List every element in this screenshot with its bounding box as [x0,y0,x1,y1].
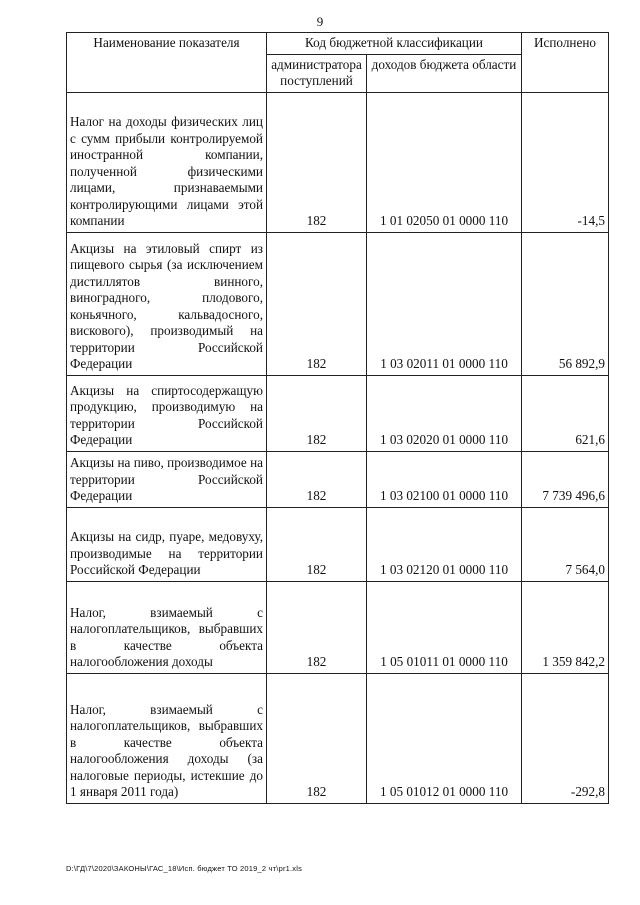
row-admin-code: 182 [267,581,367,673]
row-amount: -292,8 [522,673,609,803]
header-revenue: доходов бюджета области [367,54,522,92]
table-row [67,507,609,581]
header-name: Наименование показателя [67,33,267,93]
row-budget-code: 1 03 02020 01 0000 110 [367,375,522,451]
header-admin: администратора поступлений [267,54,367,92]
row-admin-code: 182 [267,232,367,375]
row-budget-code: 1 05 01012 01 0000 110 [367,673,522,803]
row-amount: 7 739 496,6 [522,451,609,507]
row-budget-code: 1 03 02100 01 0000 110 [367,451,522,507]
row-admin-code: 182 [267,92,367,232]
row-budget-code: 1 01 02050 01 0000 110 [367,92,522,232]
row-amount: 1 359 842,2 [522,581,609,673]
row-admin-code: 182 [267,375,367,451]
table-row [67,92,609,232]
file-path-footer: D:\ГД\7\2020\ЗАКОНЫ\ГАС_18\Исп. бюджет ТО 2019_2 чт\pr1.xls [66,864,303,873]
row-name: Налог, взимаемый с налогоплательщиков, выбравших в качестве объекта налогообложения доходы [67,581,267,673]
row-amount: 7 564,0 [522,507,609,581]
row-name: Акцизы на этиловый спирт из пищевого сырья (за исключением дистиллятов винного, виноградного, плодового, коньячного, кальвадосного, вискового), производимый на территории Российской Федерации [67,232,267,375]
table-row [67,375,609,451]
table-row [67,232,609,375]
header-code-group: Код бюджетной классификации [267,33,522,55]
row-admin-code: 182 [267,507,367,581]
table-row [67,451,609,507]
table-row [67,581,609,673]
row-name: Налог на доходы физических лиц с сумм прибыли контролируемой иностранной компании, полученной физическими лицами, признаваемыми контролирующими лицами этой компании [67,92,267,232]
page-number: 9 [316,14,324,29]
table-row [67,673,609,803]
row-name: Акцизы на пиво, производимое на территории Российской Федерации [67,451,267,507]
row-amount: 621,6 [522,375,609,451]
row-budget-code: 1 05 01011 01 0000 110 [367,581,522,673]
budget-table [66,32,609,804]
row-admin-code: 182 [267,673,367,803]
header-row-top [67,33,609,55]
row-name: Акцизы на спиртосодержащую продукцию, производимую на территории Российской Федерации [67,375,267,451]
row-name: Налог, взимаемый с налогоплательщиков, выбравших в качестве объекта налогообложения доходы (за налоговые периоды, истекшие до 1 января 2011 года) [67,673,267,803]
row-name: Акцизы на сидр, пуаре, медовуху, производимые на территории Российской Федерации [67,507,267,581]
row-amount: 56 892,9 [522,232,609,375]
row-amount: -14,5 [522,92,609,232]
row-admin-code: 182 [267,451,367,507]
row-budget-code: 1 03 02011 01 0000 110 [367,232,522,375]
row-budget-code: 1 03 02120 01 0000 110 [367,507,522,581]
header-executed: Исполнено [522,33,609,93]
